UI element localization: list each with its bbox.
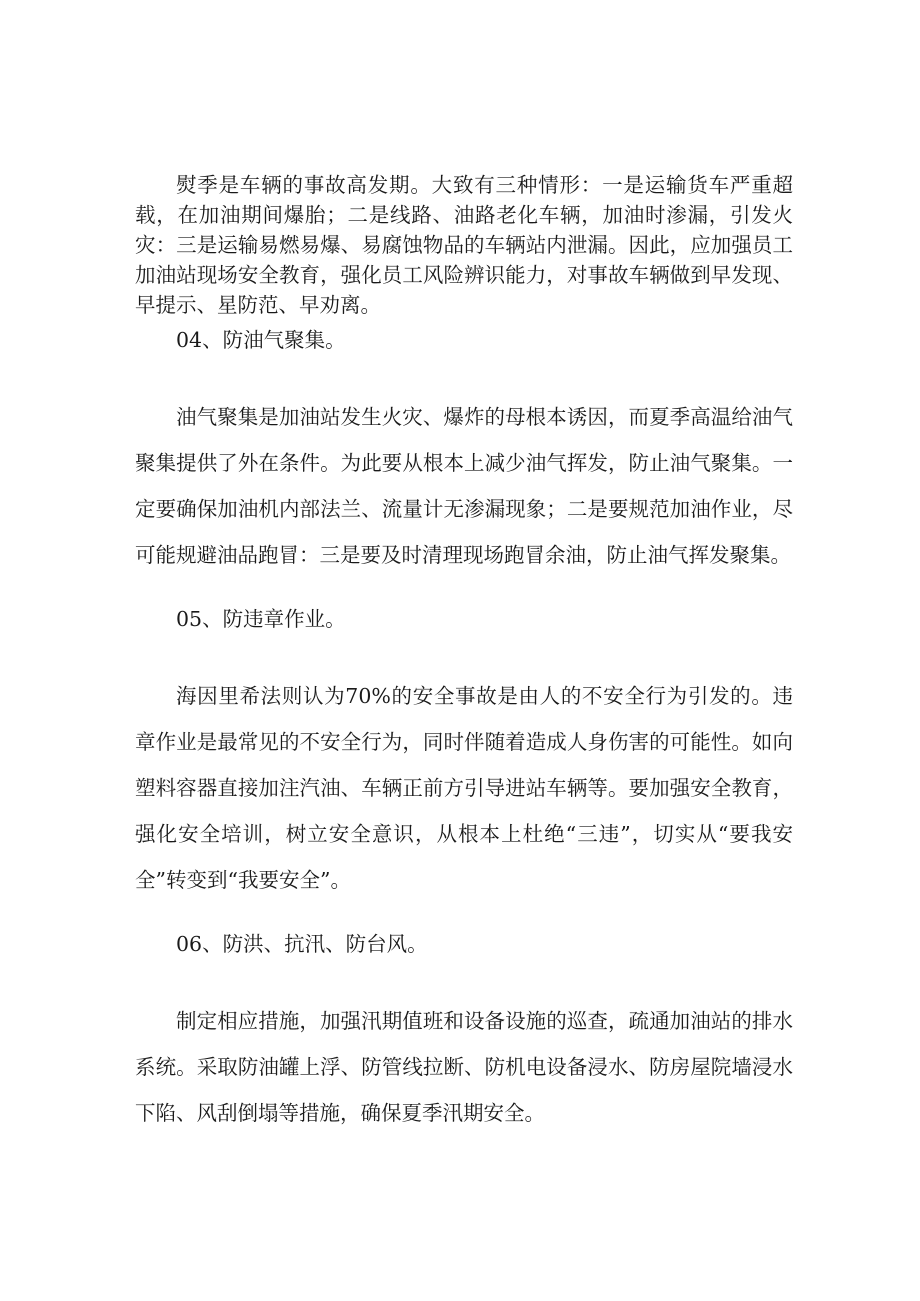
paragraph-summer-accidents: 熨季是车辆的事故高发期。大致有三种情形：一是运输货车严重超载，在加油期间爆胎；二是线路、油路老化车辆，加油时渗漏，引发火灾：三是运输易燃易爆、易腐蚀物品的车辆站内泄漏。因此，应加强员工加油站现场安全教育，强化员工风险辨识能力，对事故车辆做到早发现、早提示、星防范、早劝离。 xyxy=(135,173,793,317)
paragraph-flood-prevention: 制定相应措施，加强汛期值班和设备设施的巡查，疏通加油站的排水系统。采取防油罐上浮、防管线拉断、防机电设备浸水、防房屋院墙浸水下陷、风刮倒塌等措施，确保夏季汛期安全。 xyxy=(135,1009,793,1125)
paragraph-vapor-accumulation: 油气聚集是加油站发生火灾、爆炸的母根本诱因，而夏季高温给油气聚集提供了外在条件。为此要从根本上减少油气挥发，防止油气聚集。一定要确保加油机内部法兰、流量计无渗漏现象；二是要规范加油作业，尽可能规避油品跑冒：三是要及时清理现场跑冒余油，防止油气挥发聚集。 xyxy=(135,405,793,567)
section-heading-04: 04、防油气聚集。 xyxy=(176,328,346,352)
paragraph-violation-operations: 海因里希法则认为70%的安全事故是由人的不安全行为引发的。违章作业是最常见的不安全行为，同时伴随着造成人身伤害的可能性。如向塑料容器直接加注汽油、车辆正前方引导进站车辆等。要加强安全教育，强化安全培训，树立安全意识，从根本上杜绝“三违”，切实从“要我安全”转变到“我要安全”。 xyxy=(135,684,793,892)
section-heading-06: 06、防洪、抗汛、防台风。 xyxy=(176,932,428,956)
section-heading-05: 05、防违章作业。 xyxy=(176,607,346,631)
